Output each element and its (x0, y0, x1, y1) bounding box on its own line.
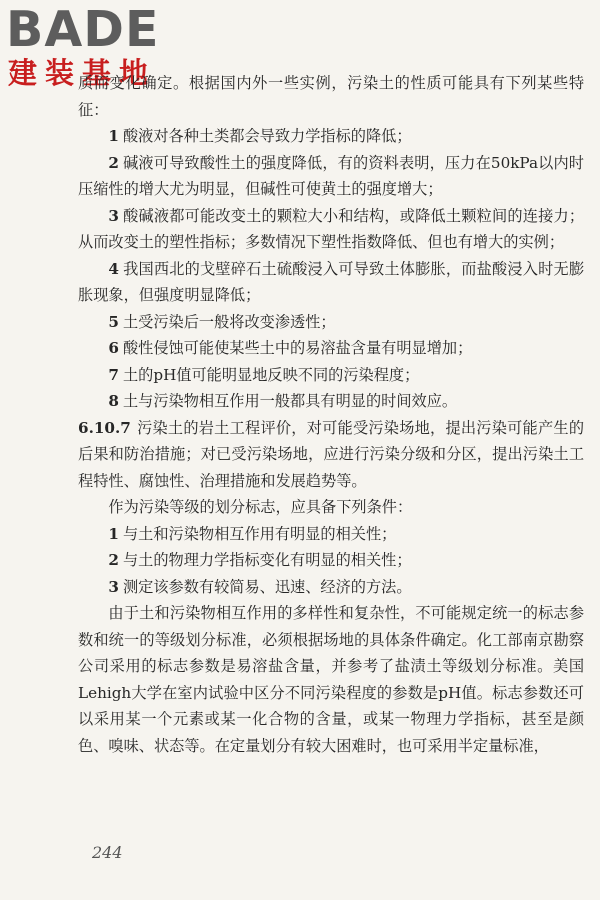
logo-main-text: BADE (6, 1, 160, 58)
list-item (78, 203, 584, 256)
list-item (78, 309, 584, 336)
item-text: 测定该参数有较简易、迅速、经济的方法。 (122, 577, 412, 596)
item-number: 3 (108, 206, 119, 225)
paragraph-text: 由于土和污染物相互作用的多样性和复杂性，不可能规定统一的标志参数和统一的等级划分标准，必须根据场地的具体条件确定。化工部南京勘察公司采用的标志参数是易溶盐含量，并参考了盐渍土等级划分标准。美国Lehigh大学在室内试验中区分不同污染程度的参数是pH值。标志参数还可以采用某一个元素或某一化合物的含量，或某一物理力学指标，甚至是颜色、嗅味、状态等。在定量划分有较大困难时，也可采用半定量标准， (78, 604, 584, 755)
item-number: 4 (108, 259, 119, 278)
item-number: 7 (108, 365, 119, 384)
paragraph-criteria-intro (78, 494, 584, 521)
item-number: 5 (108, 312, 119, 331)
paragraph-text: 作为污染等级的划分标志，应具备下列条件： (108, 498, 413, 516)
section-paragraph (78, 415, 584, 495)
paragraph-text: 质而变化确定。根据国内外一些实例，污染土的性质可能具有下列某些特征： (78, 74, 584, 119)
item-text: 酸液对各种土类都会导致力学指标的降低； (122, 127, 412, 145)
item-text: 酸碱液都可能改变土的颗粒大小和结构，或降低土颗粒间的连接力；从而改变土的塑性指标；多数情况下塑性指数降低、但也有增大的实例； (78, 206, 584, 251)
item-number: 1 (108, 127, 119, 145)
item-text: 与土的物理力学指标变化有明显的相关性； (122, 551, 412, 569)
item-number: 1 (108, 524, 119, 543)
item-number: 2 (108, 153, 119, 172)
section-number: 6.10.7 (78, 418, 131, 437)
list-item (78, 150, 584, 203)
list-item (78, 574, 584, 601)
item-text: 我国西北的戈壁碎石土硫酸浸入可导致土体膨胀，而盐酸浸入时无膨胀现象，但强度明显降低； (78, 259, 584, 304)
list-item (78, 123, 584, 150)
item-text: 土与污染物相互作用一般都具有明显的时间效应。 (122, 392, 458, 410)
item-number: 6 (108, 339, 119, 357)
list-item (78, 362, 584, 389)
paragraph-intro (78, 70, 584, 123)
list-item (78, 547, 584, 574)
item-number: 3 (108, 577, 119, 596)
item-number: 8 (108, 392, 119, 410)
list-item (78, 388, 584, 415)
item-text: 与土和污染物相互作用有明显的相关性； (122, 524, 397, 543)
item-text: 碱液可导致酸性土的强度降低，有的资料表明，压力在50kPa以内时压缩性的增大尤为明显，但碱性可使黄土的强度增大； (78, 153, 584, 198)
item-text: 土受污染后一般将改变渗透性； (122, 312, 336, 331)
page-number: 244 (92, 843, 123, 862)
list-item (78, 335, 584, 362)
item-text: 土的pH值可能明显地反映不同的污染程度； (122, 365, 420, 384)
page-body (78, 70, 584, 759)
paragraph-final (78, 600, 584, 759)
logo-sub-text: 建装基地 (8, 56, 157, 90)
section-text: 污染土的岩土工程评价，对可能受污染场地，提出污染可能产生的后果和防治措施；对已受污染场地，应进行污染分级和分区，提出污染土工程特性、腐蚀性、治理措施和发展趋势等。 (78, 418, 584, 490)
item-number: 2 (108, 551, 119, 569)
item-text: 酸性侵蚀可能使某些土中的易溶盐含量有明显增加； (122, 339, 473, 357)
list-item (78, 256, 584, 309)
list-item (78, 521, 584, 548)
